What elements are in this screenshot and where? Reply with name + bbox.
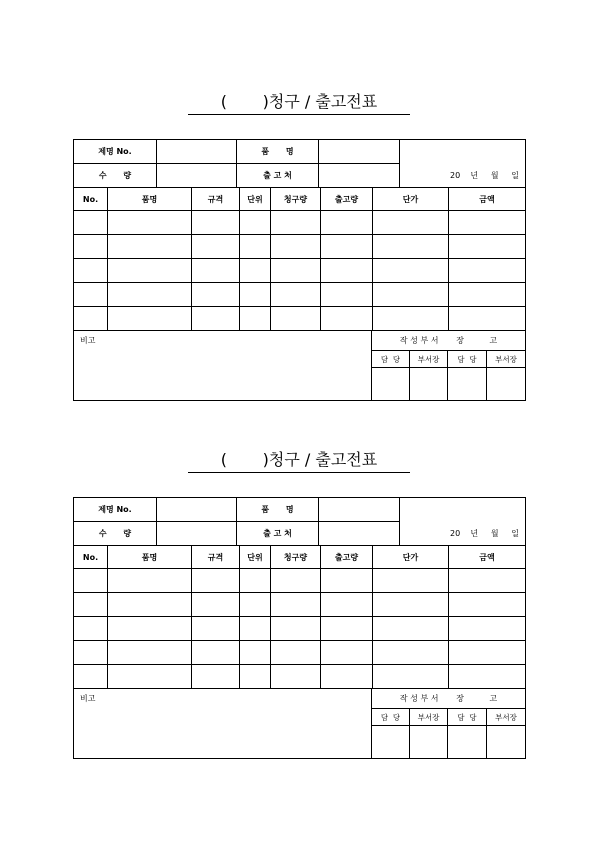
- approval-sub-label: 담 당: [372, 709, 410, 726]
- quantity-label: 수 량: [74, 164, 157, 188]
- approval-sub-label: 부서장: [410, 709, 448, 726]
- remarks-approval-table: [73, 688, 526, 759]
- signature-box[interactable]: [487, 726, 526, 759]
- product-no-field[interactable]: [157, 498, 237, 522]
- form-title: ( )청구 / 출고전표: [188, 92, 410, 115]
- item-name-field[interactable]: [319, 140, 400, 164]
- table-row: [74, 641, 526, 665]
- item-name-label: 품 명: [237, 140, 319, 164]
- col-header-item: 품명: [108, 546, 192, 569]
- signature-box[interactable]: [448, 726, 487, 759]
- signature-box[interactable]: [410, 368, 448, 401]
- requisition-form: [73, 139, 525, 401]
- col-header-unit: 단위: [240, 188, 271, 211]
- col-header-amount: 금액: [449, 188, 526, 211]
- approval-sub-label: 부서장: [410, 351, 448, 368]
- table-row: [74, 593, 526, 617]
- remarks-field[interactable]: [74, 689, 372, 759]
- destination-label: 출 고 처: [237, 522, 319, 546]
- destination-field[interactable]: [319, 164, 400, 188]
- signature-box[interactable]: [410, 726, 448, 759]
- signature-box[interactable]: [448, 368, 487, 401]
- col-header-amount: 금액: [449, 546, 526, 569]
- approval-header: 작 성 부 서 장 고: [372, 689, 526, 709]
- header-table: [73, 139, 526, 188]
- col-header-no: No.: [74, 188, 108, 211]
- col-header-issued: 출고량: [321, 546, 373, 569]
- approval-sub-label: 담 당: [372, 351, 410, 368]
- table-row: [74, 307, 526, 331]
- remarks-label: 비고: [80, 694, 96, 703]
- requisition-form: [73, 497, 525, 759]
- col-header-unit-price: 단가: [373, 188, 449, 211]
- header-table: [73, 497, 526, 546]
- destination-label: 출 고 처: [237, 164, 319, 188]
- table-row: [74, 211, 526, 235]
- product-no-label: 제명 No.: [74, 140, 157, 164]
- signature-box[interactable]: [372, 368, 410, 401]
- col-header-spec: 규격: [192, 546, 240, 569]
- item-name-field[interactable]: [319, 498, 400, 522]
- date-field[interactable]: 20 년 월 일: [400, 498, 526, 546]
- col-header-issued: 출고량: [321, 188, 373, 211]
- item-name-label: 품 명: [237, 498, 319, 522]
- col-header-item: 품명: [108, 188, 192, 211]
- table-row: [74, 617, 526, 641]
- table-row: [74, 665, 526, 689]
- table-row: [74, 283, 526, 307]
- remarks-field[interactable]: [74, 331, 372, 401]
- product-no-field[interactable]: [157, 140, 237, 164]
- col-header-no: No.: [74, 546, 108, 569]
- col-header-unit: 단위: [240, 546, 271, 569]
- table-row: [74, 259, 526, 283]
- table-row: [74, 569, 526, 593]
- approval-header: 작 성 부 서 장 고: [372, 331, 526, 351]
- col-header-unit-price: 단가: [373, 546, 449, 569]
- quantity-label: 수 량: [74, 522, 157, 546]
- approval-sub-label: 부서장: [487, 709, 526, 726]
- form-title: ( )청구 / 출고전표: [188, 450, 410, 473]
- approval-sub-label: 부서장: [487, 351, 526, 368]
- remarks-approval-table: [73, 330, 526, 401]
- col-header-requested: 청구량: [271, 546, 321, 569]
- signature-box[interactable]: [372, 726, 410, 759]
- col-header-requested: 청구량: [271, 188, 321, 211]
- destination-field[interactable]: [319, 522, 400, 546]
- quantity-field[interactable]: [157, 522, 237, 546]
- date-field[interactable]: 20 년 월 일: [400, 140, 526, 188]
- table-row: [74, 235, 526, 259]
- col-header-spec: 규격: [192, 188, 240, 211]
- approval-sub-label: 담 당: [448, 709, 487, 726]
- remarks-label: 비고: [80, 336, 96, 345]
- items-table: [73, 545, 526, 689]
- product-no-label: 제명 No.: [74, 498, 157, 522]
- quantity-field[interactable]: [157, 164, 237, 188]
- approval-sub-label: 담 당: [448, 351, 487, 368]
- signature-box[interactable]: [487, 368, 526, 401]
- items-table: [73, 187, 526, 331]
